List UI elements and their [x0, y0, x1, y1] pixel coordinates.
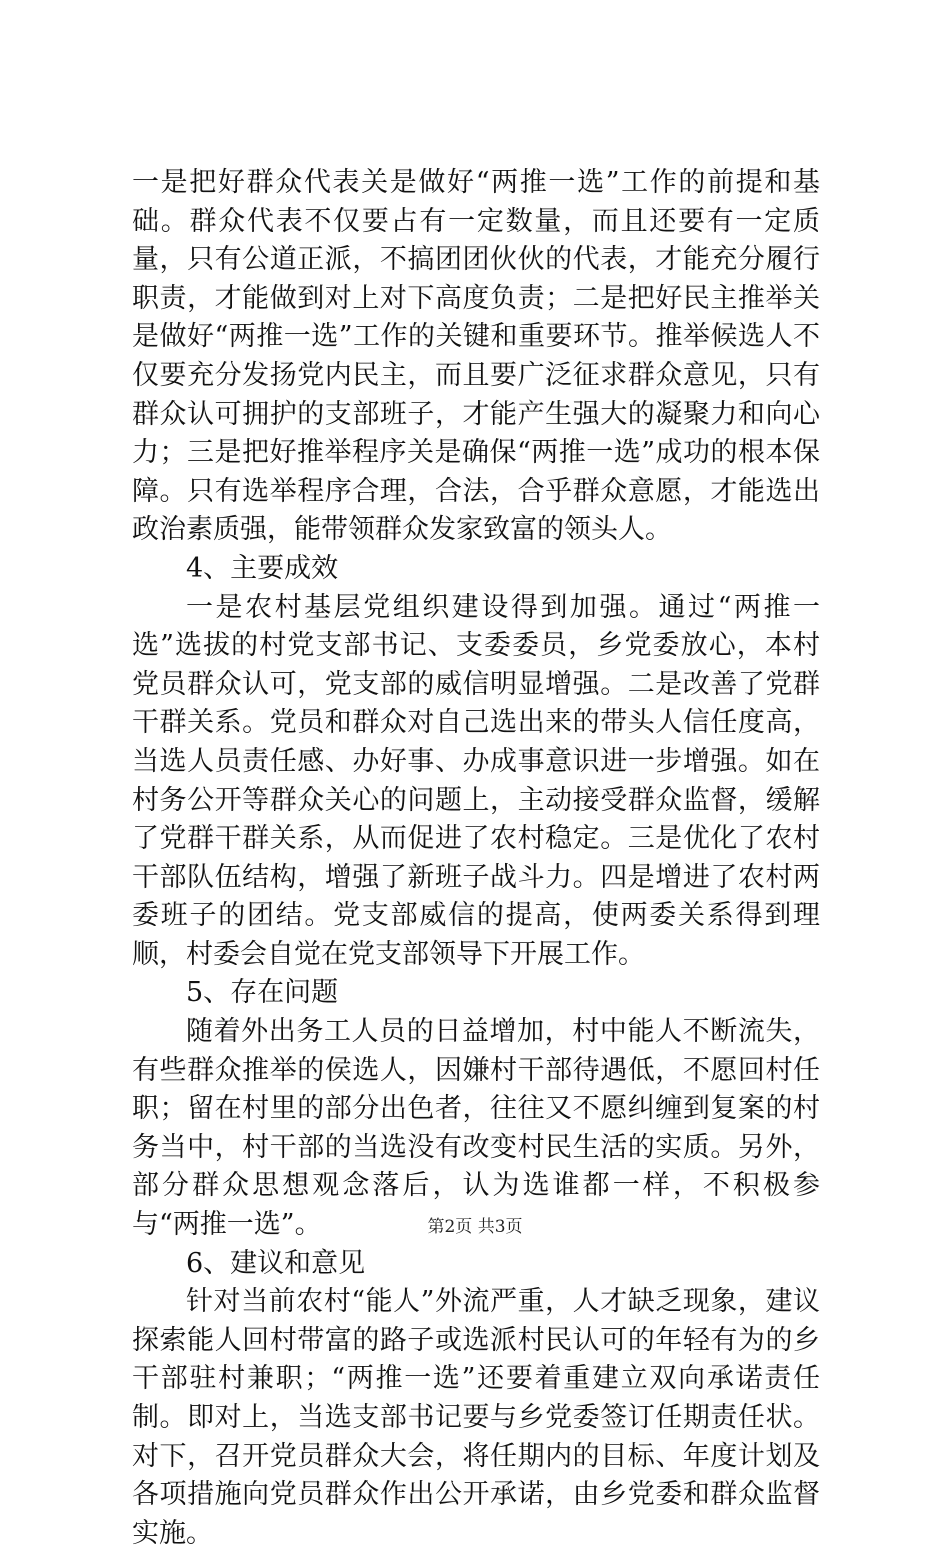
page-footer — [0, 1212, 950, 1237]
paragraph-suggestions: 针对当前农村“能人”外流严重，人才缺乏现象，建议探索能人回村带富的路子或选派村民认可的年轻有为的乡干部驻村兼职；“两推一选”还要着重建立双向承诺责任制。即对上，当选支部书记要与乡党委签订任期责任状。对下，召开党员群众大会，将任期内的目标、年度计划及各项措施向党员群众作出公开承诺，由乡党委和群众监督实施。 — [132, 1286, 820, 1549]
section-heading-suggestions: 6、建议和意见 — [186, 1247, 366, 1279]
paragraph-main-results: 一是农村基层党组织建设得到加强。通过“两推一选”选拔的村党支部书记、支委委员，乡党委放心，本村党员群众认可，党支部的威信明显增强。二是改善了党群干群关系。党员和群众对自己选出来的带头人信任度高，当选人员责任感、办好事、办成事意识进一步增强。如在村务公开等群众关心的问题上，主动接受群众监督，缓解了党群干群关系，从而促进了农村稳定。三是优化了农村干部队伍结构，增强了新班子战斗力。四是增进了农村两委班子的团结。党支部威信的提高，使两委关系得到理顺，村委会自觉在党支部领导下开展工作。 — [132, 591, 820, 970]
paragraph-problems: 随着外出务工人员的日益增加，村中能人不断流失，有些群众推举的侯选人，因嫌村干部待遇低，不愿回村任职；留在村里的部分出色者，往往又不愿纠缠到复案的村务当中，村干部的当选没有改变村民生活的实质。另外，部分群众思想观念落后，认为选谁都一样，不积极参与“两推一选”。 — [132, 1016, 820, 1241]
paragraph-representatives: 一是把好群众代表关是做好“两推一选”工作的前提和基础。群众代表不仅要占有一定数量，而且还要有一定质量，只有公道正派，不搞团团伙伙的代表，才能充分履行职责，才能做到对上对下高度负责；二是把好民主推举关是做好“两推一选”工作的关键和重要环节。推举候选人不仅要充分发扬党内民主，而且要广泛征求群众意见，只有群众认可拥护的支部班子，才能产生强大的凝聚力和向心力；三是把好推举程序关是确保“两推一选”成功的根本保障。只有选举程序合理，合法，合乎群众意愿，才能选出政治素质强，能带领群众发家致富的领头人。 — [132, 167, 820, 546]
section-heading-main-results: 4、主要成效 — [186, 552, 339, 584]
section-heading-problems: 5、存在问题 — [186, 977, 339, 1009]
page-number: 第2页 共3页 — [427, 1217, 523, 1237]
document-body — [132, 164, 820, 1553]
